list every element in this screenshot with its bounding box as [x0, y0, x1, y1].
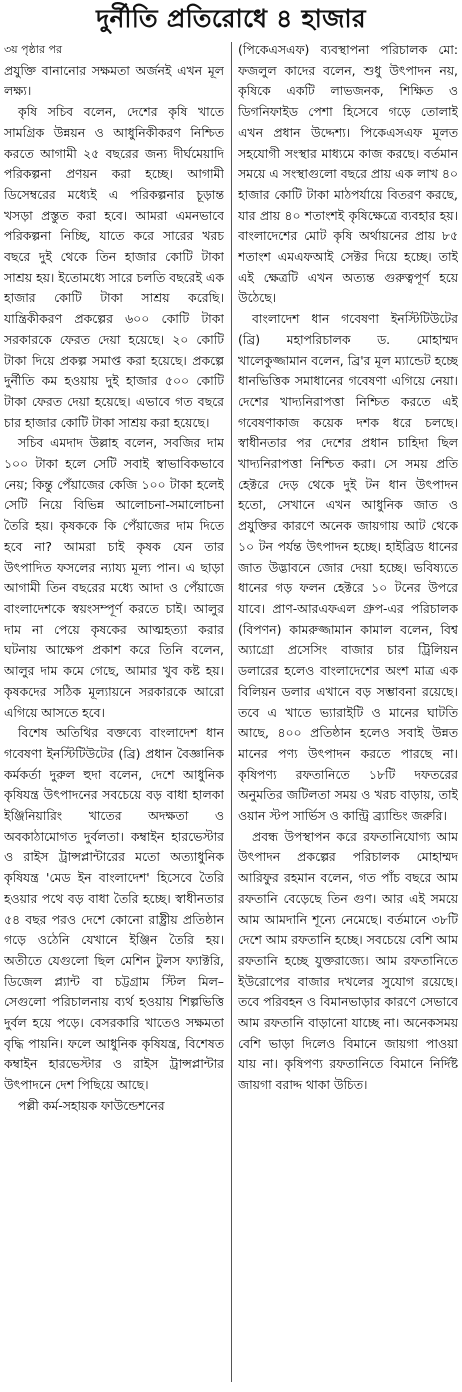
paragraph: বাংলাদেশ ধান গবেষণা ইনস্টিটিউটের (ব্রি) মহাপরিচালক ড. মোহাম্মদ খালেকুজ্জামান বলেন, ব্রি'র মূল ম্যান্ডেট হচ্ছে ধানভিত্তিক সমাধানের গবেষণা এগিয়ে নেয়া। দেশের খাদ্যনিরাপত্তা নিশ্চিত করতে এই গবেষণাকাজ কয়েক দশক ধরে চলছে। স্বাধীনতার পর দেশের প্রধান চাহিদা ছিল খাদ্যনিরাপত্তা নিশ্চিত করা। সে সময় প্রতি হেক্টরে দেড় থেকে দুই টন ধান উৎপাদন হতো, সেখানে এখন আধুনিক জাত ও প্রযুক্তির কারণে অনেক জায়গায় আট থেকে ১০ টন পর্যন্ত উৎপাদন হচ্ছে। হাইব্রিড ধানের জাত উদ্ভাবনে জোর দেয়া হচ্ছে। ভবিষ্যতে ধানের গড় ফলন হেক্টরে ১০ টনের উপরে যাবে। প্রাণ-আরএফএল গ্রুপ-এর পরিচালক (বিপণন) কামরুজ্জামান কামাল বলেন, বিশ্ব অ্যাগ্রো প্রসেসিং বাজার চার ট্রিলিয়ন ডলারের হলেও বাংলাদেশের অংশ মাত্র এক বিলিয়ন ডলার এখানে বড় সম্ভাবনা রয়েছে। তবে এ খাতে ভ্যারাইটি ও মানের ঘাটতি আছে, ৪০০ প্রতিষ্ঠান হলেও সবাই উন্নত মানের পণ্য উৎপাদন করতে পারছে না। কৃষিপণ্য রফতানিতে ১৮টি দফতরের অনুমতির জটিলতা সময় ও খরচ বাড়ায়, তাই ওয়ান স্টপ সার্ভিস ও কান্ট্রি ব্র্যান্ডিং জরুরি।: [238, 311, 458, 824]
paragraph: প্রযুক্তি বানানোর সক্ষমতা অর্জনই এখন মূল লক্ষ্য।: [4, 62, 224, 99]
column-divider: [231, 42, 232, 1382]
continued-from-label: ৩য় পৃষ্ঠার পর: [4, 43, 63, 56]
article-headline: দুর্নীতি প্রতিরোধে ৪ হাজার: [96, 4, 366, 33]
paragraph: পল্লী কর্ম-সহায়ক ফাউন্ডেশনের: [18, 1097, 165, 1113]
paragraph: সচিব এমদাদ উল্লাহ বলেন, সবজির দাম ১০০ টাকা হলে সেটি সবাই স্বাভাবিকভাবে নেয়; কিন্তু পেঁয়াজের কেজি ১০০ টাকা হলেই সেটি নিয়ে বিভিন্ন আলোচনা-সমালোচনা তৈরি হয়। কৃষককে কি পেঁয়াজের দাম দিতে হবে না? আমরা চাই কৃষক যেন তার উৎপাদিত ফসলের ন্যায্য মূল্য পান। এ ছাড়া আগামী তিন বছরের মধ্যে আদা ও পেঁয়াজে বাংলাদেশকে স্বয়ংসম্পূর্ণ করতে চাই। আলুর দাম না পেয়ে কৃষকের আত্মহত্যা করার ঘটনায় আক্ষেপ প্রকাশ করে তিনি বলেন, আলুর দাম কমে গেছে, আমার খুব কষ্ট হয়। কৃষকদের সঠিক মূল্যায়নে সরকারকে আরো এগিয়ে আসতে হবে।: [4, 435, 224, 720]
paragraph: (পিকেএসএফ) ব্যবস্থাপনা পরিচালক মো: ফজলুল কাদের বলেন, শুধু উৎপাদন নয়, কৃষিকে একটি লাভজনক, শিক্ষিত ও ডিগনিফাইড পেশা হিসেবে গড়ে তোলাই এখন প্রধান উদ্দেশ্য। পিকেএসএফ মূলত সহযোগী সংস্থার মাধ্যমে কাজ করছে। বর্তমান সময়ে এ সংস্থাগুলো বছরে প্রায় এক লাখ ৪০ হাজার কোটি টাকা মাঠপর্যায়ে বিতরণ করছে, যার প্রায় ৪০ শতাংশই কৃষিক্ষেত্রে ব্যবহার হয়। বাংলাদেশের মোট কৃষি অর্থায়নের প্রায় ৮৫ শতাংশ এমএফআই সেক্টর দিয়ে হচ্ছে। তাই এই ক্ষেত্রটি এখন অত্যন্ত গুরুত্বপূর্ণ হয়ে উঠেছে।: [238, 42, 458, 306]
paragraph: বিশেষ অতিথির বক্তব্যে বাংলাদেশ ধান গবেষণা ইনস্টিটিউটের (ব্রি) প্রধান বৈজ্ঞানিক কর্মকর্তা দুরুল হুদা বলেন, দেশে আধুনিক কৃষিযন্ত্র উৎপাদনের সবচেয়ে বড় বাধা হালকা ইঞ্জিনিয়ারিং খাতের অদক্ষতা ও অবকাঠামোগত দুর্বলতা। কম্বাইন হারভেস্টার ও রাইস ট্রান্সপ্লান্টারের মতো অত্যাধুনিক কৃষিযন্ত্র 'মেড ইন বাংলাদেশ' হিসেবে তৈরি হওয়ার পথে বড় বাধা তৈরি হচ্ছে। স্বাধীনতার ৫৪ বছর পরও দেশে কোনো রাষ্ট্রীয় প্রতিষ্ঠান গড়ে ওঠেনি যেখানে ইঞ্জিন তৈরি হয়। অতীতে যেগুলো ছিল মেশিন টুলস ফ্যাক্টরি, ডিজেল প্ল্যান্ট বা চট্টগ্রাম স্টিল মিল– সেগুলো পরিচালনায় ব্যর্থ হওয়ায় শিল্পভিত্তি দুর্বল হয়ে পড়ে। বেসরকারি খাতেও সক্ষমতা বৃদ্ধি পায়নি। ফলে আধুনিক কৃষিযন্ত্র, বিশেষত কম্বাইন হারভেস্টার ও রাইস ট্রান্সপ্লান্টার উৎপাদনে দেশ পিছিয়ে আছে।: [4, 725, 224, 1093]
article-column-left: [4, 40, 224, 1385]
paragraph: কৃষি সচিব বলেন, দেশের কৃষি খাতে সামগ্রিক উন্নয়ন ও আধুনিকীকরণ নিশ্চিত করতে আগামী ২৫ বছরের জন্য দীর্ঘমেয়াদি পরিকল্পনা প্রণয়ন করা হচ্ছে। আগামী ডিসেম্বরের মধ্যেই এ পরিকল্পনার চূড়ান্ত খসড়া প্রস্তুত করা হবে। আমরা এমনভাবে পরিকল্পনা নিচ্ছি, যাতে করে সারের খরচ বছরে দুই থেকে তিন হাজার কোটি টাকা সাশ্রয় হয়। ইতোমধ্যে সারে চলতি বছরেই এক হাজার কোটি টাকা সাশ্রয় করেছি। যান্ত্রিকীকরণ প্রকল্পের ৬০০ কোটি টাকা সরকারকে ফেরত দেয়া হয়েছে। ২০ কোটি টাকা দিয়ে প্রকল্প সমাপ্ত করা হয়েছে। প্রকল্পে দুর্নীতি কম হওয়ায় দুই হাজার ৫০০ কোটি টাকা ফেরত দেয়া হয়েছে। এভাবে গত বছরে চার হাজার কোটি টাকা সাশ্রয় করা হয়েছে।: [4, 104, 224, 430]
article-column-right: [238, 40, 458, 1385]
paragraph: প্রবন্ধ উপস্থাপন করে রফতানিযোগ্য আম উৎপাদন প্রকল্পের পরিচালক মোহাম্মদ আরিফুর রহমান বলেন, গত পাঁচ বছরে আম রফতানি বেড়েছে তিন গুণ। আর এই সময়ে আম আমদানি শূন্যে নেমেছে। বর্তমানে ৩৮টি দেশে আম রফতানি হচ্ছে। সবচেয়ে বেশি আম রফতানি হচ্ছে যুক্তরাজ্যে। আম রফতানিতে ইউরোপের বাজার দখলের সুযোগ রয়েছে। তবে পরিবহন ও বিমানভাড়ার কারণে সেভাবে আম রফতানি বাড়ানো যাচ্ছে না। অনেকসময় বেশি ভাড়া দিলেও বিমানে জায়গা পাওয়া যায় না। কৃষিপণ্য রফতানিতে বিমানে নির্দিষ্ট জায়গা বরাদ্দ থাকা উচিত।: [238, 828, 458, 1093]
